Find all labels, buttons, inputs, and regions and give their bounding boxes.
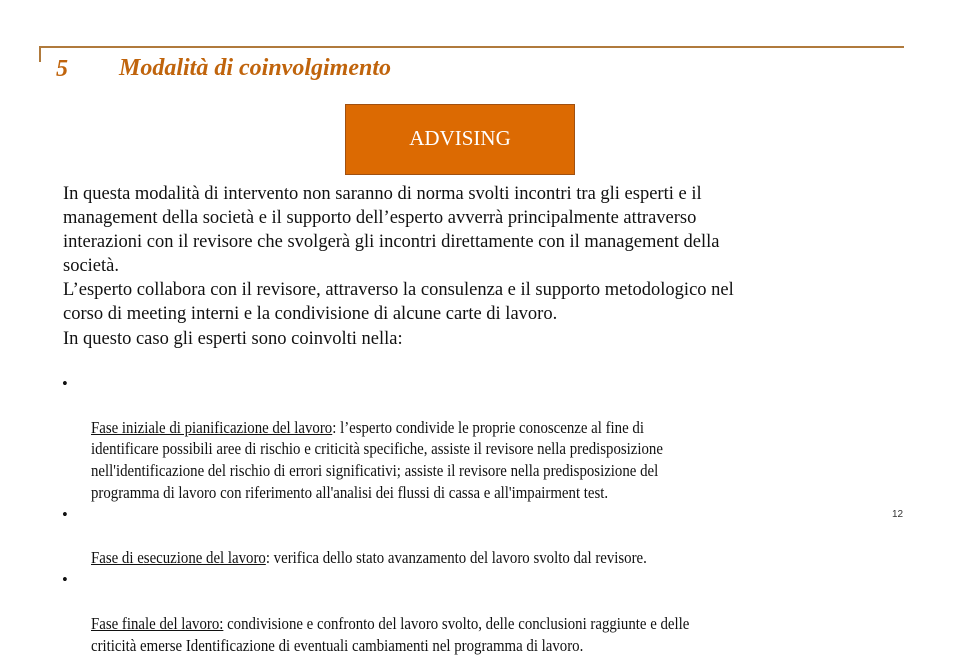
bullet-item: [60, 504, 910, 569]
bullet-icon: •: [62, 374, 68, 393]
header-rule: [39, 46, 904, 48]
bullet-label: Fase iniziale di pianificazione del lavoro: [91, 417, 333, 437]
bullet-item: [60, 373, 910, 504]
slide-title: Modalità di coinvolgimento: [119, 55, 392, 81]
advising-label: ADVISING: [409, 126, 511, 150]
bullet-label: Fase di esecuzione del lavoro: [91, 548, 266, 568]
bullet-text: : verifica dello stato avanzamento del lavoro svolto dal revisore.: [265, 548, 647, 568]
bullet-text: : l’esperto condivide le proprie conoscenze al fine di identificare possibili aree di rischio e criticità specifiche, assiste il revisore nella predisposizione nell'identificazione del rischio di errori significativi; assiste il revisore nella predisposizione del programma di lavoro con riferimento all'analisi dei flussi di cassa e all'impairment test.: [91, 417, 663, 502]
bullet-item: [60, 569, 910, 656]
section-number: 5: [56, 56, 68, 82]
page-number: 12: [892, 509, 904, 520]
bullet-list: [60, 373, 910, 656]
intro-paragraph: In questa modalità di intervento non saranno di norma svolti incontri tra gli esperti e il management della società e il supporto dell’esperto avverrà principalmente attraverso interazioni con il revisore che svolgerà gli incontri direttamente con il management della società. L’esperto collabora con il revisore, attraverso la consulenza e il supporto metodologico nel corso di meeting interni e la condivisione di alcune carte di lavoro. In questo caso gli esperti sono coinvolti nella:: [63, 184, 734, 349]
advising-box: [345, 104, 575, 175]
bullet-icon: •: [62, 570, 68, 590]
bullet-icon: •: [62, 504, 68, 524]
header-rule-tick: [39, 46, 41, 62]
bullet-text: condivisione e confronto del lavoro svolto, delle conclusioni raggiunte e delle criticità emerse Identificazione di eventuali cambiamenti nel programma di lavoro.: [91, 613, 690, 655]
bullet-label: Fase finale del lavoro:: [91, 613, 224, 633]
